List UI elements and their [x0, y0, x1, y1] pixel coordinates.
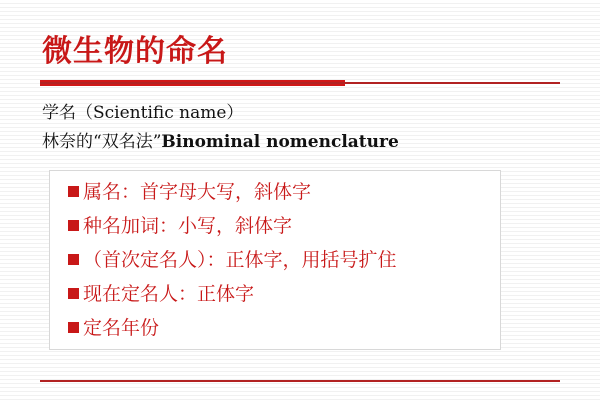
square-bullet-icon	[68, 186, 79, 197]
slide-title: 微生物的命名	[42, 34, 228, 69]
rule-item-label: 属名：首字母大写，斜体字	[83, 181, 312, 203]
bottom-rule	[40, 380, 560, 382]
rule-item-label: （首次定名人）：正体字，用括号扩住	[83, 249, 397, 271]
rule-item-current-author	[68, 279, 254, 309]
square-bullet-icon	[68, 322, 79, 333]
title-underline	[40, 82, 560, 84]
scientific-name-line: 学名（Scientific name）	[42, 103, 244, 123]
naming-rules-box	[49, 170, 501, 350]
rule-item-species	[68, 211, 292, 241]
binomial-prefix: 林奈的“双名法”	[42, 132, 162, 152]
square-bullet-icon	[68, 254, 79, 265]
square-bullet-icon	[68, 288, 79, 299]
rule-item-year	[68, 313, 159, 343]
rule-item-label: 现在定名人：正体字	[83, 283, 255, 305]
rule-item-label: 种名加词：小写，斜体字	[83, 215, 293, 237]
binomial-line	[42, 127, 399, 152]
square-bullet-icon	[68, 220, 79, 231]
rule-item-first-author	[68, 245, 397, 275]
rule-item-genus	[68, 177, 311, 207]
rule-item-label: 定名年份	[83, 317, 160, 339]
binomial-english: Binominal nomenclature	[161, 132, 399, 152]
